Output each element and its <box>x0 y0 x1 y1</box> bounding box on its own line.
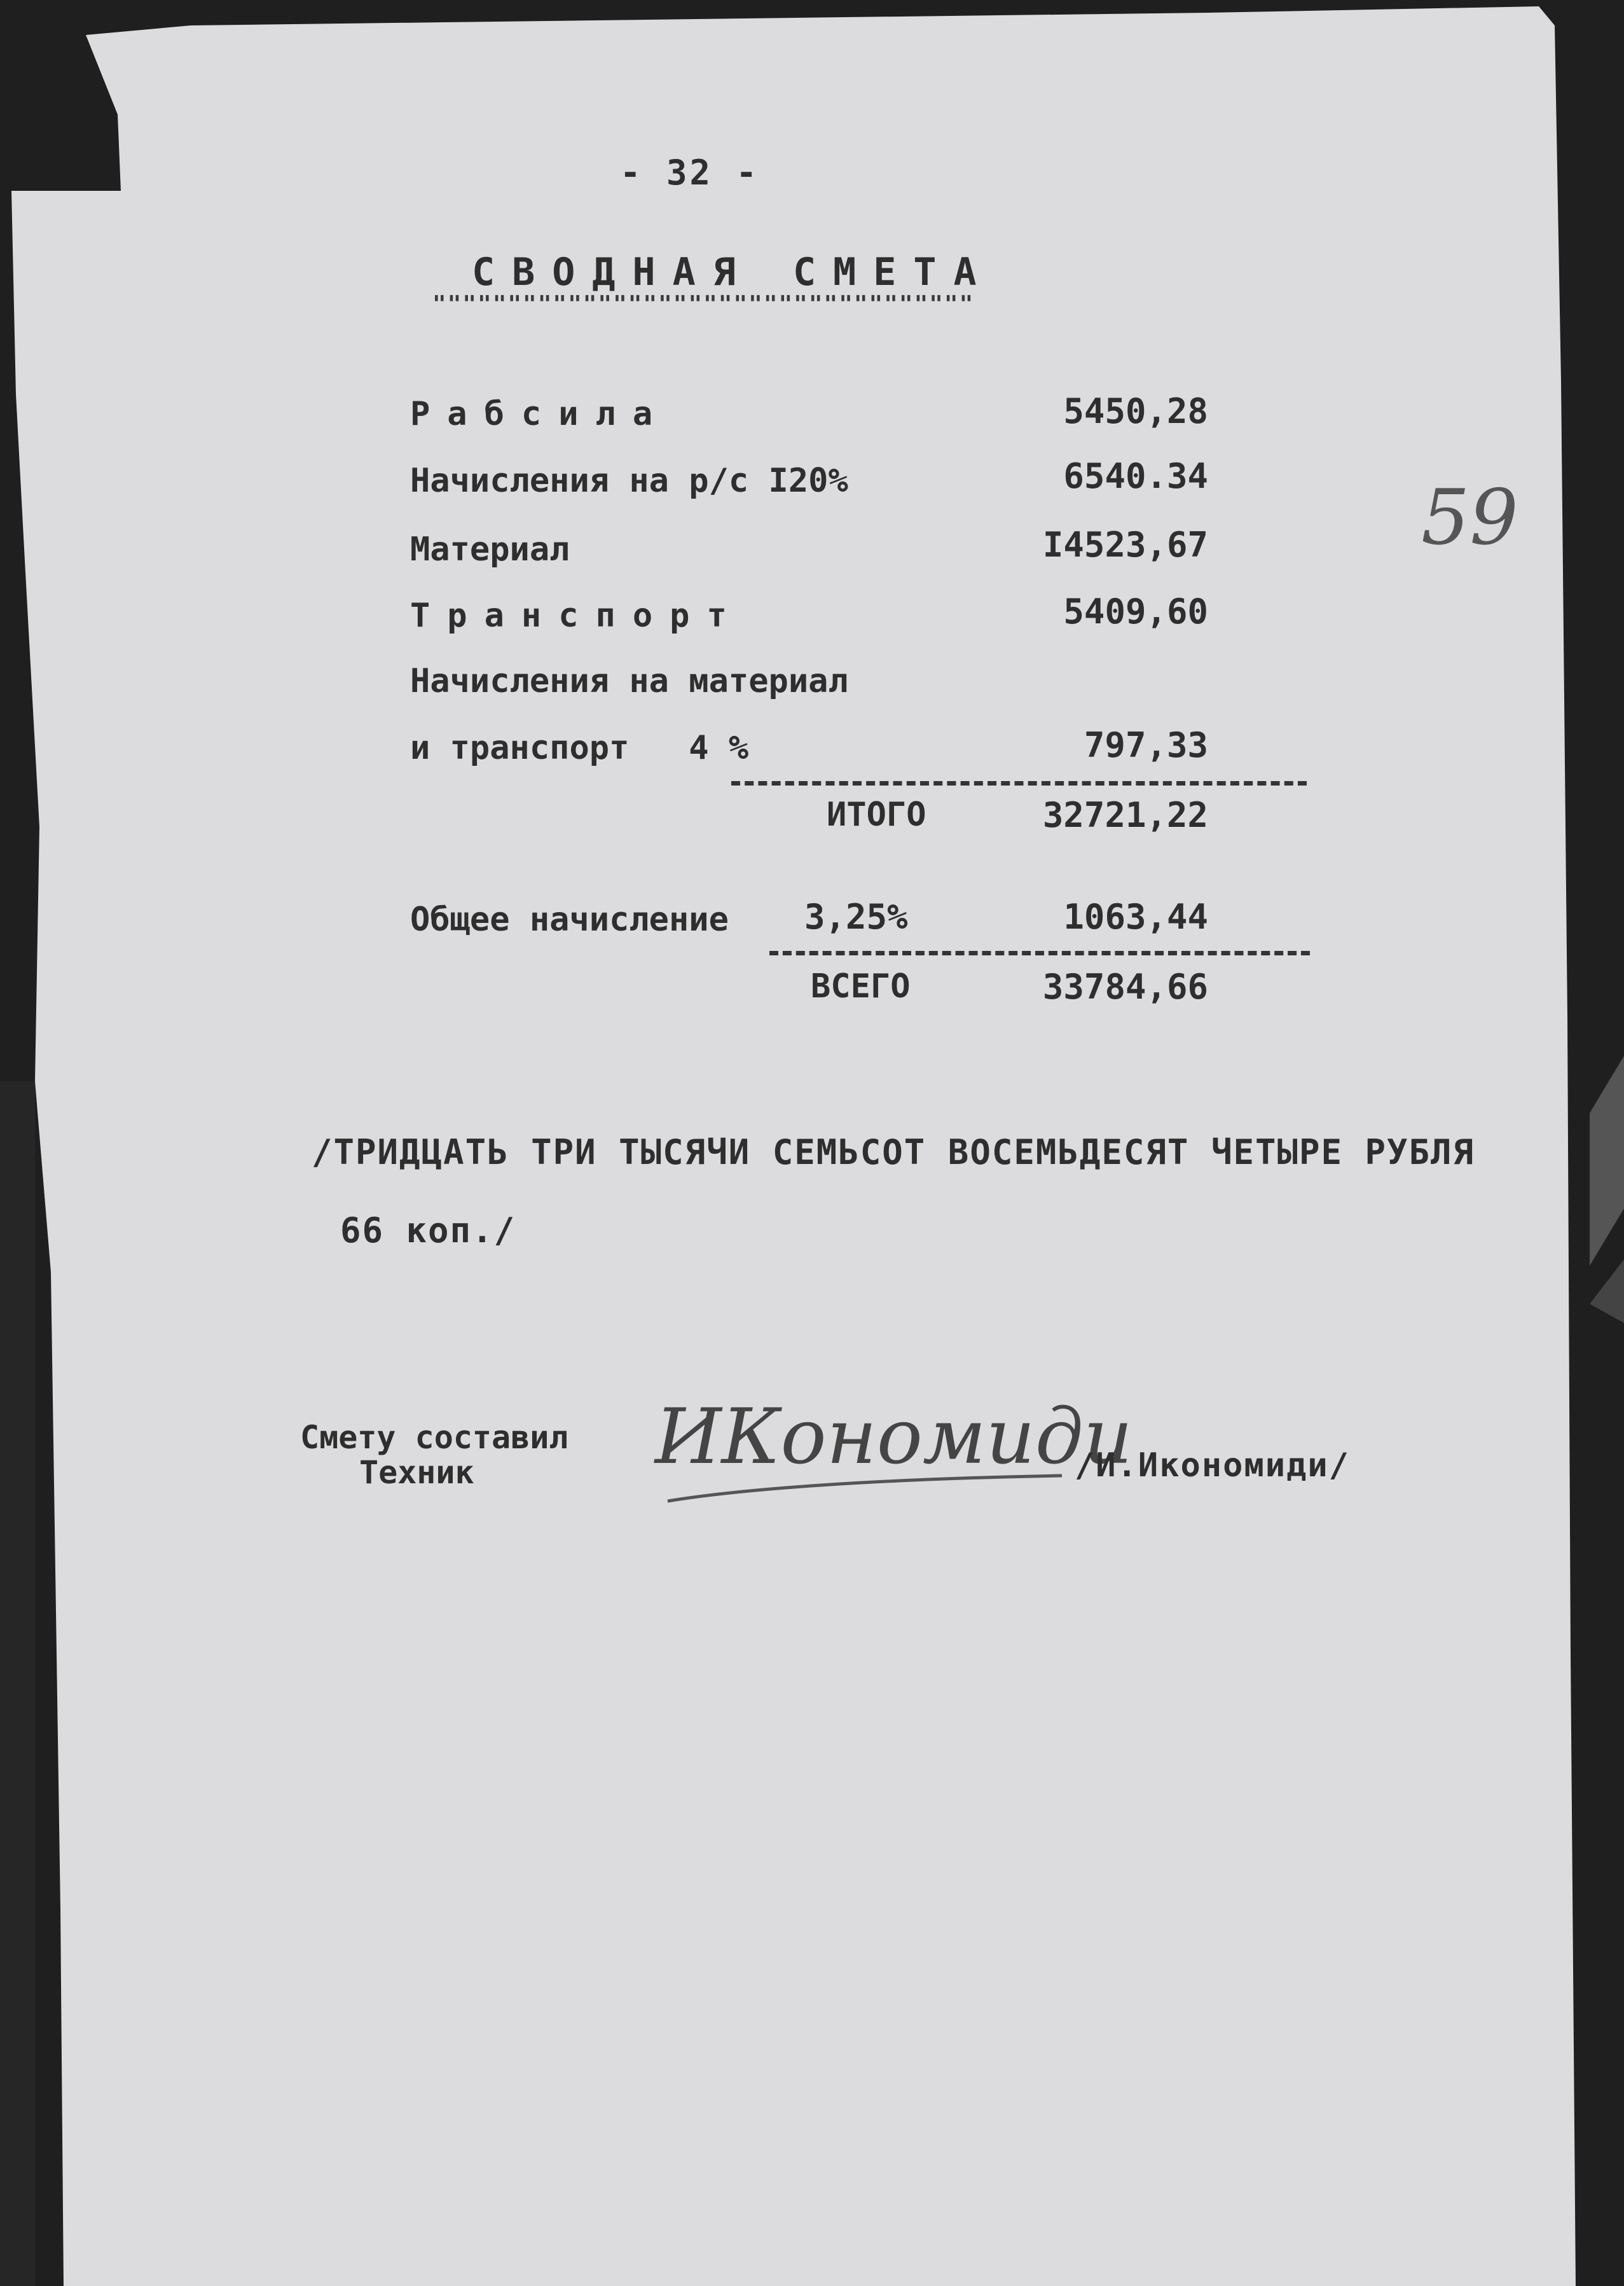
svg-text:59: 59 <box>1421 474 1518 562</box>
row-value-material: I4523,67 <box>1042 525 1208 565</box>
row-value-labor-charges: 6540.34 <box>1063 456 1208 496</box>
total-value: 33784,66 <box>1042 967 1208 1007</box>
subtotal-value: 32721,22 <box>1042 795 1208 835</box>
separator-dashes <box>769 951 1310 955</box>
handwritten-signature <box>655 1374 1133 1514</box>
document-title: СВОДНАЯ СМЕТА <box>472 250 994 294</box>
row-label-material: Материал <box>410 530 570 569</box>
page-number: - 32 - <box>620 153 760 193</box>
row-label-labor: Рабсила <box>410 395 670 433</box>
signature-label: Смету составил <box>300 1419 568 1456</box>
row-label-labor-charges: Начисления на р/с I20% <box>410 462 848 500</box>
signature-title: Техник <box>359 1454 474 1491</box>
row-label-material-charges: Начисления на материал <box>410 662 848 700</box>
row-label-transport: Транспорт <box>410 597 744 635</box>
svg-text:ИКономиди: ИКономиди <box>655 1393 1133 1481</box>
overhead-label: Общее начисление <box>410 901 729 939</box>
amount-in-words: /ТРИДЦАТЬ ТРИ ТЫСЯЧИ СЕМЬСОТ ВОСЕМЬДЕСЯТ ЧЕТЫРЕ РУБЛЯ <box>312 1132 1475 1172</box>
row-value-labor: 5450,28 <box>1063 391 1208 431</box>
title-underline: """""""""""""""""""""""""""""""""""" <box>432 291 975 317</box>
separator-dashes <box>731 781 1307 786</box>
row-value-transport: 5409,60 <box>1063 592 1208 632</box>
overhead-rate: 3,25% <box>804 897 908 937</box>
subtotal-label: ИТОГО <box>827 796 926 834</box>
signer-name: /И.Икономиди/ <box>1075 1446 1350 1485</box>
total-label: ВСЕГО <box>811 967 911 1006</box>
row-label-material-transport: и транспорт 4 % <box>410 729 749 767</box>
amount-in-words-kopecks: 66 коп./ <box>340 1210 516 1250</box>
overhead-value: 1063,44 <box>1063 897 1208 937</box>
row-value-material-transport: 797,33 <box>1084 725 1208 765</box>
archive-folio-handwritten <box>1415 471 1529 572</box>
